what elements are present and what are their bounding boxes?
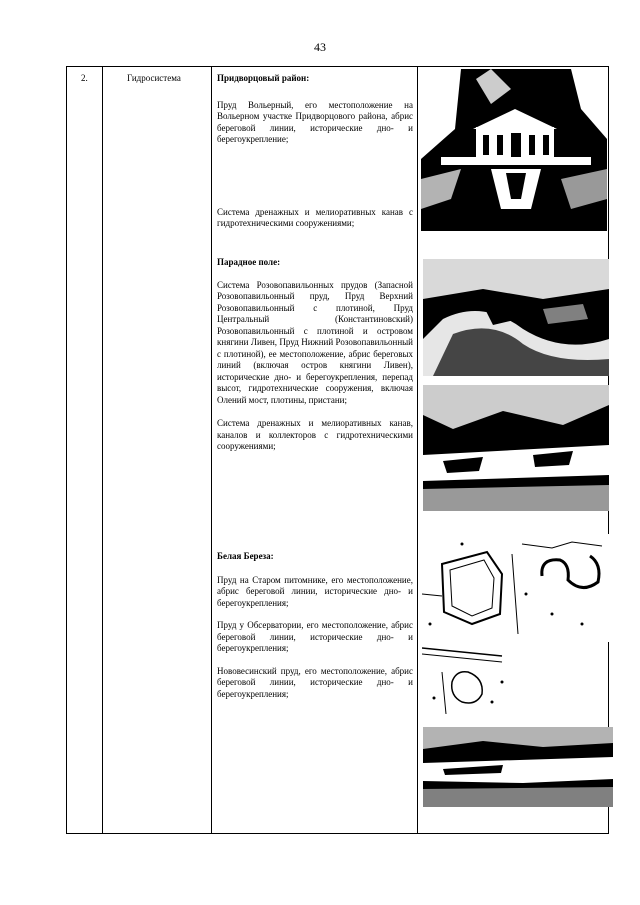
- column-divider: [211, 67, 212, 833]
- row-number: 2.: [81, 73, 88, 83]
- section-paragraph: Пруд на Старом питомнике, его местоположение, абрис береговой линии, исторические дно- и берегоукрепления;: [217, 574, 413, 608]
- section-heading: Придворцовый район:: [217, 73, 310, 83]
- section-paragraph: Система дренажных и мелиоративных канав с гидротехническими сооружениями;: [217, 206, 413, 228]
- column-divider: [102, 67, 103, 833]
- pond-trees-photo: [423, 385, 609, 511]
- section-paragraph: Система Розовопавильонных прудов (Запасной Розовопавильонный пруд, Пруд Верхний Розовопавильонный с плотиной, Пруд Центральный (Константиновский) Розовопавильонный с плотиной и островом княгини Ливен, Пруд Нижний Розовопавильонный с плотиной), ее местоположение, абрис береговых линий (включая остров княгини Ливен), исторические дно- и берегоукрепления, перепад высот, гидротехнические сооружения, включая Олений мост, плотины, пристани;: [217, 279, 413, 405]
- column-divider: [417, 67, 418, 833]
- section-heading: Парадное поле:: [217, 257, 281, 267]
- heritage-table: [66, 66, 609, 834]
- section-heading: Белая Береза:: [217, 551, 274, 561]
- pavilion-photo: [421, 69, 607, 231]
- pond-plan-map: [422, 642, 522, 720]
- page-number: 43: [314, 40, 326, 54]
- section-belaya: [217, 551, 413, 700]
- pond-plan-map: [422, 534, 612, 642]
- pond-bridge-photo: [423, 259, 609, 376]
- section-paragraph: Пруд Вольерный, его местоположение на Вольерном участке Придворцового района, абрис береговой линии, исторические дно- и берегоукрепление;: [217, 99, 413, 144]
- section-pridvortsovy: [217, 73, 413, 230]
- section-paragraph: Нововесинский пруд, его местоположение, абрис береговой линии, исторические дно- и берегоукрепления;: [217, 665, 413, 699]
- pond-shore-photo: [423, 727, 613, 807]
- section-paradnoe: [217, 257, 413, 453]
- row-name: Гидросистема: [127, 73, 181, 83]
- section-paragraph: Пруд у Обсерватории, его местоположение, абрис береговой линии, исторические дно- и берегоукрепления;: [217, 620, 413, 653]
- section-paragraph: Система дренажных и мелиоративных канав, каналов и коллекторов с гидротехническими сооружениями;: [217, 418, 413, 451]
